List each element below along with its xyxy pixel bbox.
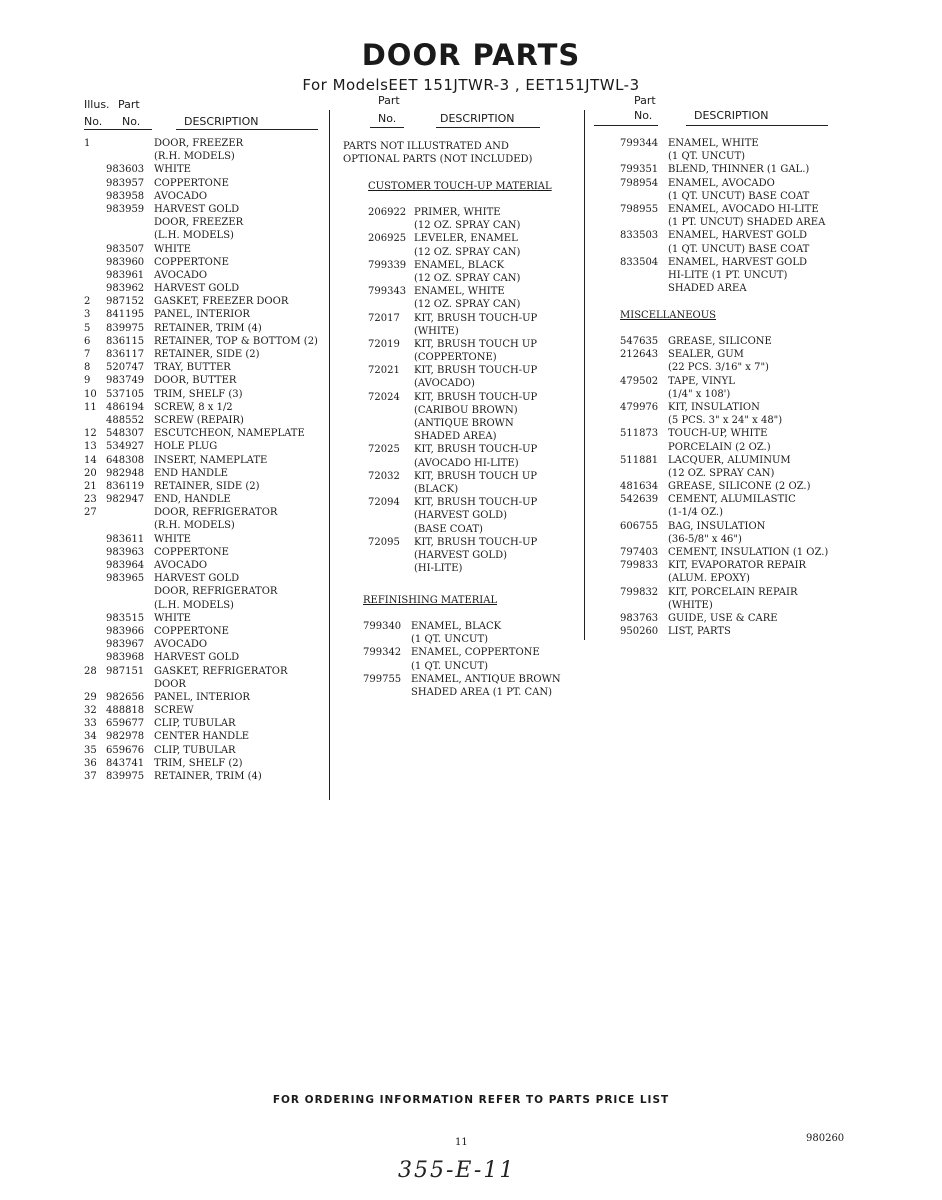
- part-description: (5 PCS. 3" x 24" x 48"): [668, 415, 783, 427]
- col1-header-rule: [84, 129, 152, 130]
- part-number: 799339: [368, 259, 407, 271]
- part-description: (AVOCADO): [414, 378, 475, 390]
- part-description: KIT, BRUSH TOUCH-UP: [414, 312, 538, 324]
- part-description: DOOR: [154, 678, 186, 690]
- part-description: CLIP, TUBULAR: [154, 718, 236, 730]
- part-number: 839975: [106, 771, 145, 782]
- part-description: TRIM, SHELF (2): [154, 757, 243, 769]
- part-number: 983966: [106, 625, 145, 637]
- illus-number: 33: [84, 718, 97, 730]
- part-description: (L.H. MODELS): [154, 599, 234, 611]
- part-description: WHITE: [154, 243, 191, 255]
- part-number: 548307: [106, 428, 145, 440]
- illus-number: 14: [84, 454, 97, 466]
- model-subtitle: For ModelsEET 151JTWR-3 , EET151JTWL-3: [302, 76, 640, 94]
- part-number: 72095: [368, 536, 400, 548]
- part-description: WHITE: [154, 164, 191, 176]
- handwritten-note: 355-E-11: [398, 1158, 516, 1183]
- part-description: SCREW: [154, 705, 194, 717]
- col2-intro-line2: OPTIONAL PARTS (NOT INCLUDED): [343, 154, 533, 166]
- part-number: 836117: [106, 349, 145, 360]
- part-description: DOOR, REFRIGERATOR: [154, 586, 278, 598]
- part-number: 72017: [368, 312, 400, 324]
- part-number: 72025: [368, 444, 400, 456]
- illus-number: 10: [84, 388, 97, 400]
- part-number: 983963: [106, 546, 145, 558]
- part-description: ENAMEL, HARVEST GOLD: [668, 256, 807, 268]
- part-number: 481634: [620, 481, 659, 493]
- part-description: AVOCADO: [154, 190, 208, 202]
- part-number: 212643: [620, 349, 659, 361]
- col1-no1-label: No.: [84, 115, 103, 128]
- part-description: HARVEST GOLD: [154, 573, 240, 585]
- illus-number: 28: [84, 665, 97, 677]
- part-description: DOOR, BUTTER: [154, 375, 237, 387]
- part-description: LEVELER, ENAMEL: [414, 233, 518, 245]
- part-number: 799833: [620, 560, 659, 572]
- part-description: ENAMEL, WHITE: [414, 286, 505, 298]
- part-description: KIT, EVAPORATOR REPAIR: [668, 560, 807, 572]
- part-description: (COPPERTONE): [414, 352, 497, 364]
- part-number: 983958: [106, 190, 145, 202]
- part-number: 799340: [363, 621, 402, 632]
- part-number: 983515: [106, 612, 145, 624]
- part-number: 511881: [620, 454, 659, 466]
- part-number: 659677: [106, 718, 145, 730]
- part-description: (L.H. MODELS): [154, 230, 234, 242]
- part-number: 950260: [620, 626, 659, 638]
- col1-no2-label: No.: [122, 115, 141, 128]
- part-description: LACQUER, ALUMINUM: [668, 454, 791, 466]
- part-description: GASKET, REFRIGERATOR: [154, 665, 288, 677]
- col1-part-label: Part: [118, 98, 140, 111]
- part-number: 983603: [106, 164, 145, 176]
- part-description: SCREW, 8 x 1/2: [154, 401, 233, 413]
- col2-part-label: Part: [378, 94, 400, 107]
- part-number: 799755: [363, 673, 402, 685]
- part-number: 72021: [368, 365, 400, 377]
- illus-number: 29: [84, 691, 97, 703]
- part-number: 72024: [368, 391, 400, 403]
- part-number: 542639: [620, 494, 659, 506]
- illus-number: 1: [84, 138, 91, 149]
- illus-number: 7: [84, 349, 91, 360]
- part-description: COPPERTONE: [154, 625, 229, 637]
- part-description: (HARVEST GOLD): [414, 510, 507, 522]
- touchup-section-header: CUSTOMER TOUCH-UP MATERIAL: [368, 181, 552, 192]
- part-number: 983960: [106, 256, 145, 268]
- part-number: 799832: [620, 586, 659, 598]
- part-description: CLIP, TUBULAR: [154, 744, 236, 756]
- part-description: (HARVEST GOLD): [414, 549, 507, 561]
- part-description: (AVOCADO HI-LITE): [414, 457, 519, 469]
- part-description: ESCUTCHEON, NAMEPLATE: [154, 428, 305, 440]
- part-number: 987151: [106, 665, 145, 677]
- part-description: GUIDE, USE & CARE: [668, 612, 778, 624]
- part-number: 983967: [106, 639, 145, 651]
- part-description: (12 OZ. SPRAY CAN): [414, 272, 521, 284]
- part-number: 983968: [106, 652, 145, 664]
- part-number: 833503: [620, 230, 659, 242]
- part-number: 537105: [106, 388, 145, 400]
- part-number: 983964: [106, 560, 145, 571]
- illus-number: 12: [84, 428, 97, 440]
- part-description: DOOR, FREEZER: [154, 217, 244, 229]
- part-description: SHADED AREA (1 PT. CAN): [411, 686, 553, 698]
- part-description: PORCELAIN (2 OZ.): [668, 441, 771, 453]
- part-description: (WHITE): [414, 325, 459, 337]
- col3-desc-label: DESCRIPTION: [694, 109, 769, 122]
- part-number: 520747: [106, 362, 145, 374]
- part-description: AVOCADO: [154, 639, 208, 651]
- illus-number: 8: [84, 362, 91, 374]
- col2-intro-line1: PARTS NOT ILLUSTRATED AND: [343, 141, 509, 152]
- part-description: RETAINER, SIDE (2): [154, 480, 260, 492]
- part-description: (CARIBOU BROWN): [414, 404, 518, 416]
- part-description: TRIM, SHELF (3): [154, 388, 243, 400]
- part-description: END HANDLE: [154, 467, 228, 479]
- part-description: (1 PT. UNCUT) SHADED AREA: [668, 217, 826, 229]
- ordering-footer: FOR ORDERING INFORMATION REFER TO PARTS PRICE LIST: [272, 1094, 670, 1106]
- part-description: (1 QT. UNCUT) BASE COAT: [668, 190, 810, 202]
- illus-number: 27: [84, 507, 97, 519]
- part-description: HARVEST GOLD: [154, 203, 240, 215]
- col1-illus-label: Illus.: [84, 98, 110, 111]
- part-number: 987152: [106, 296, 145, 308]
- part-description: (22 PCS. 3/16" x 7"): [668, 362, 769, 374]
- part-number: 983763: [620, 612, 659, 624]
- part-number: 798955: [620, 203, 659, 215]
- part-description: (36-5/8" x 46"): [668, 533, 742, 545]
- part-description: HARVEST GOLD: [154, 283, 240, 295]
- part-description: (12 OZ. SPRAY CAN): [668, 467, 775, 479]
- part-description: WHITE: [154, 612, 191, 624]
- part-description: RETAINER, TRIM (4): [154, 322, 262, 334]
- part-description: (12 OZ. SPRAY CAN): [414, 220, 521, 232]
- part-description: (12 OZ. SPRAY CAN): [414, 299, 521, 311]
- part-description: TAPE, VINYL: [668, 375, 735, 387]
- illus-number: 2: [84, 296, 91, 308]
- col1-header-rule-desc: [176, 129, 318, 130]
- col3-no-label: No.: [634, 109, 653, 122]
- illus-number: 3: [84, 309, 91, 321]
- col2-desc-label: DESCRIPTION: [440, 112, 515, 125]
- col2-intro: [343, 140, 532, 166]
- part-description: (BASE COAT): [414, 523, 483, 535]
- part-description: SCREW (REPAIR): [154, 414, 244, 426]
- part-description: CENTER HANDLE: [154, 731, 250, 743]
- part-description: WHITE: [154, 533, 191, 545]
- part-number: 72019: [368, 338, 400, 350]
- col3-header-rule: [594, 125, 658, 126]
- part-description: CEMENT, INSULATION (1 OZ.): [668, 547, 829, 558]
- part-description: KIT, BRUSH TOUCH-UP: [414, 365, 538, 377]
- illus-number: 6: [84, 335, 91, 347]
- part-number: 72094: [368, 497, 400, 509]
- illus-number: 32: [84, 705, 97, 717]
- part-description: COPPERTONE: [154, 546, 229, 558]
- part-number: 648308: [106, 454, 145, 466]
- part-number: 799344: [620, 138, 659, 149]
- part-description: (1 QT. UNCUT) BASE COAT: [668, 243, 810, 255]
- part-description: KIT, PORCELAIN REPAIR: [668, 586, 798, 598]
- part-description: HOLE PLUG: [154, 441, 218, 453]
- part-description: KIT, BRUSH TOUCH-UP: [414, 444, 538, 456]
- part-description: SHADED AREA): [414, 431, 497, 443]
- part-description: GASKET, FREEZER DOOR: [154, 296, 289, 308]
- part-description: (1 QT. UNCUT): [668, 151, 746, 163]
- part-number: 833504: [620, 256, 659, 268]
- part-description: PANEL, INTERIOR: [154, 691, 250, 703]
- part-description: (ALUM. EPOXY): [668, 573, 750, 585]
- part-description: GREASE, SILICONE (2 OZ.): [668, 481, 811, 493]
- part-number: 839975: [106, 322, 145, 334]
- col3-header-rule-desc: [686, 125, 828, 126]
- part-description: SEALER, GUM: [668, 349, 744, 361]
- part-description: SHADED AREA: [668, 283, 747, 295]
- part-description: ENAMEL, COPPERTONE: [411, 647, 540, 659]
- col2-header-rule: [370, 127, 404, 128]
- part-number: 983957: [106, 177, 145, 189]
- document-number: 980260: [806, 1133, 845, 1144]
- part-description: (BLACK): [414, 483, 459, 495]
- part-description: COPPERTONE: [154, 177, 229, 189]
- part-description: ENAMEL, AVOCADO: [668, 177, 775, 189]
- illus-number: 20: [84, 467, 97, 479]
- misc-section-header: MISCELLANEOUS: [620, 310, 717, 321]
- part-number: 534927: [106, 441, 145, 453]
- part-number: 836115: [106, 335, 145, 347]
- part-number: 983965: [106, 573, 145, 585]
- part-number: 841195: [106, 309, 145, 321]
- part-description: KIT, INSULATION: [668, 401, 760, 413]
- part-description: KIT, BRUSH TOUCH UP: [414, 470, 538, 482]
- part-number: 479502: [620, 375, 659, 387]
- part-number: 982656: [106, 691, 145, 703]
- part-description: END, HANDLE: [154, 494, 231, 506]
- illus-number: 34: [84, 731, 97, 743]
- col3-part-label: Part: [634, 94, 656, 107]
- part-description: HARVEST GOLD: [154, 652, 240, 664]
- part-number: 799343: [368, 286, 407, 298]
- part-description: ENAMEL, ANTIQUE BROWN: [411, 673, 561, 685]
- part-description: AVOCADO: [154, 560, 208, 571]
- part-description: BAG, INSULATION: [668, 520, 766, 532]
- part-description: RETAINER, SIDE (2): [154, 349, 260, 360]
- part-number: 983749: [106, 375, 145, 387]
- part-description: TOUCH-UP, WHITE: [668, 428, 768, 440]
- part-number: 797403: [620, 547, 659, 558]
- part-description: (WHITE): [668, 599, 713, 611]
- column-divider-left: [329, 110, 330, 800]
- part-number: 488552: [106, 414, 145, 426]
- illus-number: 23: [84, 494, 97, 506]
- part-number: 983507: [106, 243, 145, 255]
- part-description: (12 OZ. SPRAY CAN): [414, 246, 521, 258]
- part-description: ENAMEL, AVOCADO HI-LITE: [668, 203, 819, 215]
- part-description: KIT, BRUSH TOUCH-UP: [414, 391, 538, 403]
- part-description: (1-1/4 OZ.): [668, 507, 723, 519]
- illus-number: 37: [84, 771, 97, 782]
- part-description: RETAINER, TOP & BOTTOM (2): [154, 335, 318, 347]
- part-description: (1/4" x 108'): [668, 388, 731, 400]
- part-description: (ANTIQUE BROWN: [414, 418, 514, 429]
- part-description: RETAINER, TRIM (4): [154, 771, 262, 782]
- illus-number: 5: [84, 322, 91, 334]
- part-description: DOOR, REFRIGERATOR: [154, 507, 278, 519]
- part-description: KIT, BRUSH TOUCH-UP: [414, 497, 538, 509]
- part-number: 547635: [620, 336, 659, 347]
- part-number: 659676: [106, 744, 145, 756]
- part-number: 982947: [106, 494, 145, 506]
- col1-desc-label: DESCRIPTION: [184, 115, 259, 128]
- part-number: 798954: [620, 177, 659, 189]
- part-number: 206922: [368, 207, 407, 218]
- page-title: DOOR PARTS: [361, 38, 581, 72]
- illus-number: 9: [84, 375, 91, 387]
- part-description: HI-LITE (1 PT. UNCUT): [668, 269, 788, 281]
- part-description: (1 QT. UNCUT): [411, 660, 489, 672]
- part-description: (R.H. MODELS): [154, 151, 235, 163]
- part-number: 983962: [106, 283, 145, 295]
- part-number: 982948: [106, 467, 145, 479]
- part-description: AVOCADO: [154, 269, 208, 281]
- part-description: ENAMEL, HARVEST GOLD: [668, 230, 807, 242]
- part-number: 606755: [620, 520, 659, 532]
- part-description: CEMENT, ALUMILASTIC: [668, 494, 796, 506]
- part-number: 843741: [106, 757, 145, 769]
- part-number: 799342: [363, 647, 402, 659]
- illus-number: 36: [84, 757, 97, 769]
- part-description: KIT, BRUSH TOUCH-UP: [414, 536, 538, 548]
- part-number: 486194: [106, 401, 145, 413]
- illus-number: 11: [84, 401, 97, 413]
- col2-header-rule-desc: [436, 127, 540, 128]
- part-description: TRAY, BUTTER: [154, 362, 231, 374]
- part-number: 488818: [106, 705, 145, 717]
- part-description: LIST, PARTS: [668, 626, 731, 638]
- part-description: INSERT, NAMEPLATE: [154, 454, 268, 466]
- part-number: 983611: [106, 533, 145, 545]
- part-number: 206925: [368, 233, 407, 245]
- part-description: DOOR, FREEZER: [154, 138, 244, 149]
- part-number: 836119: [106, 480, 145, 492]
- col2-no-label: No.: [378, 112, 397, 125]
- part-number: 511873: [620, 428, 659, 440]
- part-number: 479976: [620, 401, 659, 413]
- part-description: ENAMEL, WHITE: [668, 138, 759, 149]
- part-number: 799351: [620, 164, 659, 176]
- part-number: 983959: [106, 203, 145, 215]
- part-description: PANEL, INTERIOR: [154, 309, 250, 321]
- part-description: (1 QT. UNCUT): [411, 634, 489, 646]
- part-number: 983961: [106, 269, 145, 281]
- illus-number: 13: [84, 441, 97, 453]
- part-number: 72032: [368, 470, 400, 482]
- part-description: GREASE, SILICONE: [668, 336, 772, 347]
- part-description: (HI-LITE): [414, 563, 463, 575]
- column-divider-right: [584, 110, 585, 640]
- part-description: KIT, BRUSH TOUCH UP: [414, 338, 538, 350]
- part-description: ENAMEL, BLACK: [411, 621, 502, 632]
- refinish-section-header: REFINISHING MATERIAL: [363, 595, 498, 606]
- illus-number: 21: [84, 480, 97, 492]
- part-description: BLEND, THINNER (1 GAL.): [668, 164, 810, 176]
- part-number: 982978: [106, 731, 145, 743]
- part-description: PRIMER, WHITE: [414, 207, 501, 218]
- illus-number: 35: [84, 744, 97, 756]
- part-description: ENAMEL, BLACK: [414, 259, 505, 271]
- page-number: 11: [455, 1137, 468, 1148]
- part-description: (R.H. MODELS): [154, 520, 235, 532]
- part-description: COPPERTONE: [154, 256, 229, 268]
